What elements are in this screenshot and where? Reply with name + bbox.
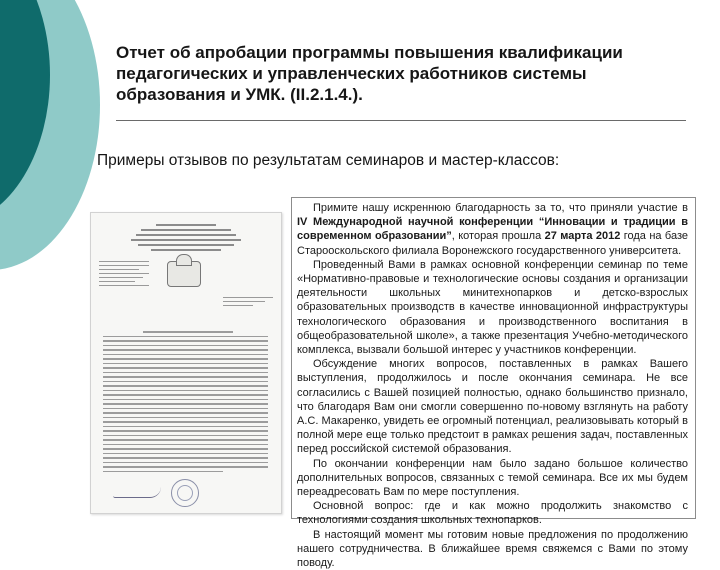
- address-lines-right: [223, 297, 273, 309]
- university-emblem: [167, 261, 201, 287]
- slide-subtitle: Примеры отзывов по результатам семинаров и мастер-классов:: [97, 152, 560, 169]
- letter-paragraph-2: Проведенный Вами в рамках основной конференции семинар по теме «Нормативно-правовые и технологические основы создания и организации деятельности школьных минитехнопарков и детско-взрослых образовательных производств в качестве инновационной инфраструктуры технологического образования и производственного воспитания в общеобразовательной школе», а также презентация Учебно-методического комплекса, вызвали большой интерес у участников конференции.: [297, 258, 688, 357]
- slide-title: Отчет об апробации программы повышения квалификации педагогических и управленческих работников системы образования и УМК. (II.2.1.4.).: [116, 43, 623, 104]
- letter-paragraph-6: В настоящий момент мы готовим новые предложения по продолжению нашего сотрудничества. В ближайшее время свяжемся с Вами по этому поводу.: [297, 528, 688, 570]
- letter-paragraph-1: Примите нашу искреннюю благодарность за то, что приняли участие в IV Международной научной конференции “Инновации и традиции в современном образовании”, которая прошла 27 марта 2012 года на базе Старооскольского филиала Воронежского государственного университета.: [297, 202, 688, 257]
- letter-paragraph-4: По окончании конференции нам было задано большое количество дополнительных вопросов, связанных с темой семинара. Все их мы будем переадресовать Вам по мере поступления.: [297, 457, 688, 499]
- signature-mark: [113, 487, 161, 498]
- letter-excerpt-image: [291, 197, 696, 570]
- title-divider: [116, 120, 686, 121]
- letter-text: [297, 201, 688, 570]
- letter-paragraph-3: Обсуждение многих вопросов, поставленных в рамках Вашего выступления, продолжилось и после окончания семинара. Не все согласились с Вашей позицией полностью, однако большинство признало, что благодаря Вам они смогли совершенно по-новому взглянуть на работу А.С. Макаренко, увидеть ее огромный потенциал, реализовывать который в полной мере еще только предстоит в рамках решения задач, поставленных перед российской системой образования.: [297, 358, 688, 456]
- letter-paragraph-5: Основной вопрос: где и как можно продолжить знакомство с технологиями создания школьных технопарков.: [297, 500, 688, 527]
- letter-body-lines: [103, 331, 268, 475]
- letterhead-lines: [131, 221, 241, 254]
- address-lines-left: [99, 261, 149, 289]
- scanned-letter-image: [90, 212, 282, 514]
- seal-stamp: [171, 479, 199, 507]
